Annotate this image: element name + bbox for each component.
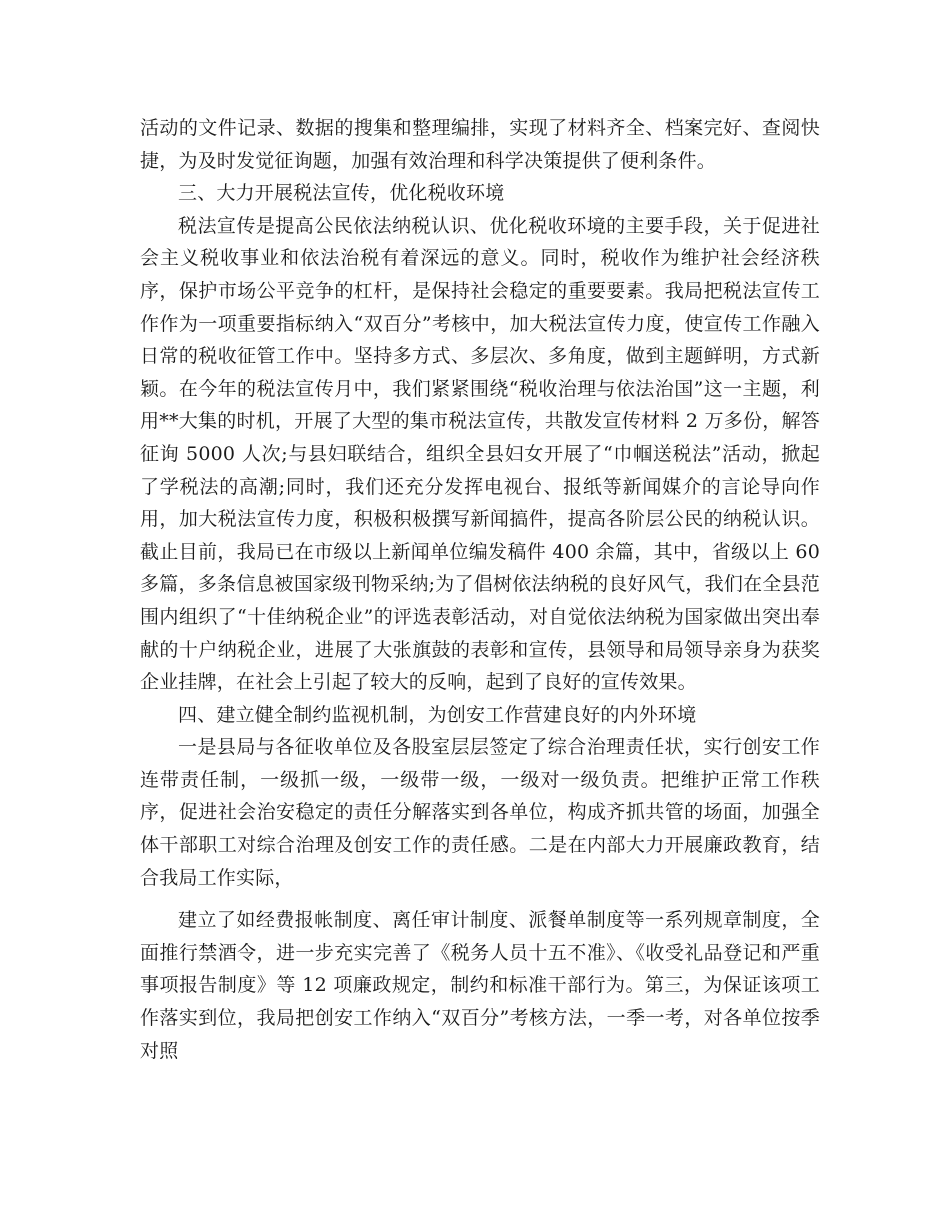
paragraph-tax-publicity: 税法宣传是提高公民依法纳税认识、优化税收环境的主要手段，关于促进社会主义税收事业和依法治税有着深远的意义。同时，税收作为维护社会经济秩序，保护市场公平竞争的杠杆，是保持社会稳定的重要要素。我局把税法宣传工作作为一项重要指标纳入“双百分”考核中，加大税法宣传力度，使宣传工作融入日常的税收征管工作中。坚持多方式、多层次、多角度，做到主题鲜明，方式新颖。在今年的税法宣传月中，我们紧紧围绕“税收治理与依法治国”这一主题，利用**大集的时机，开展了大型的集市税法宣传，共散发宣传材料 2 万多份，解答征询 5000 人次;与县妇联结合，组织全县妇女开展了“巾帼送税法”活动，掀起了学税法的高潮;同时，我们还充分发挥电视台、报纸等新闻媒介的言论导向作用，加大税法宣传力度，积极积极撰写新闻搞件，提高各阶层公民的纳税认识。截止目前，我局已在市级以上新闻单位编发稿件 400 余篇，其中，省级以上 60 多篇，多条信息被国家级刊物采纳;为了倡树依法纳税的良好风气，我们在全县范围内组织了“十佳纳税企业”的评选表彰活动，对自觉依法纳税为国家做出突出奉献的十户纳税企业，进展了大张旗鼓的表彰和宣传，县领导和局领导亲身为获奖企业挂牌，在社会上引起了较大的反响，起到了良好的宣传效果。 [140,214,820,694]
document-body [140,112,820,1067]
section-heading-three: 三、大力开展税法宣传，优化税收环境 [178,182,505,205]
paragraph-responsibility: 一是县局与各征收单位及各股室层层签定了综合治理责任状，实行创安工作连带责任制，一级抓一级，一级带一级，一级对一级负责。把维护正常工作秩序，促进社会治安稳定的责任分解落实到各单位，构成齐抓共管的场面，加强全体干部职工对综合治理及创安工作的责任感。二是在内部大力开展廉政教育，结合我局工作实际， [140,736,820,889]
paragraph-regulations: 建立了如经费报帐制度、离任审计制度、派餐单制度等一系列规章制度，全面推行禁酒令，进一步充实完善了《税务人员十五不准》、《收受礼品登记和严重事项报告制度》等 12 项廉政规定，制约和标准干部行为。第三，为保证该项工作落实到位，我局把创安工作纳入“双百分”考核方法，一季一考，对各单位按季对照 [140,909,820,1062]
paragraph-gap [140,894,820,904]
section-heading-four: 四、建立健全制约监视机制，为创安工作营建良好的内外环境 [178,703,697,726]
paragraph-continuation: 活动的文件记录、数据的搜集和整理编排，实现了材料齐全、档案完好、查阅快捷，为及时发觉征询题，加强有效治理和科学决策提供了便利条件。 [140,117,820,172]
